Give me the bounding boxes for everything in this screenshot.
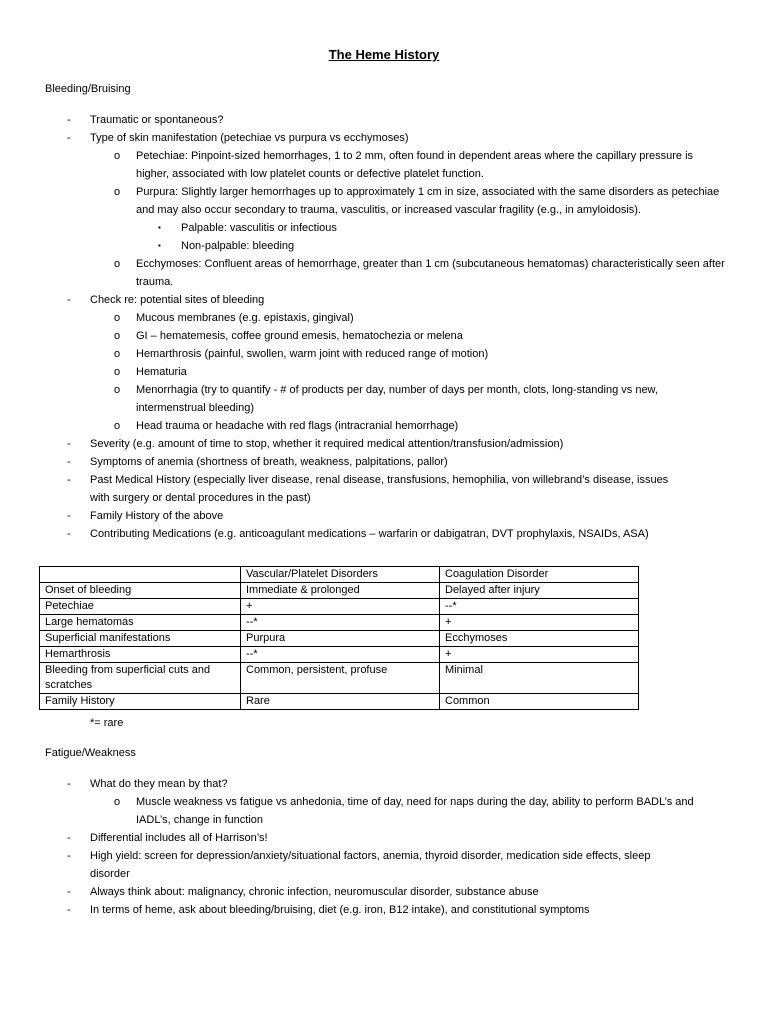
dash-bullet: - [67,132,71,144]
dash-bullet: - [67,904,71,916]
list-item-text: Petechiae: Pinpoint-sized hemorrhages, 1 to 2 mm, often found in dependent areas where the capillary pressure is higher, associated with low platelet counts or defective platelet function. [136,150,694,180]
fatigue-list [0,775,768,919]
table-header-cell [40,567,241,583]
square-bullet: ▪ [158,223,161,232]
dash-bullet: - [67,832,71,844]
list-item [0,345,768,363]
list-item [0,291,768,309]
list-item-text: Hemarthrosis (painful, swollen, warm joint with reduced range of motion) [136,348,489,360]
table-row [40,583,639,599]
bleeding-comparison-table [39,566,639,710]
bleeding-heading: Bleeding/Bruising [45,83,131,95]
list-item [0,111,768,129]
dash-bullet: - [67,528,71,540]
list-item [0,435,768,453]
list-item [0,775,768,793]
circle-bullet: o [114,330,121,342]
list-item-text: Ecchymoses: Confluent areas of hemorrhage, greater than 1 cm (subcutaneous hematomas) characteristically seen after trauma. [136,258,725,288]
list-item-text: Family History of the above [90,510,224,522]
list-item-text: Symptoms of anemia (shortness of breath, weakness, palpitations, pallor) [90,456,448,468]
list-item [0,901,768,919]
list-item-text: Purpura: Slightly larger hemorrhages up to approximately 1 cm in size, associated with the same disorders as petechiae and may also occur secondary to trauma, vasculitis, or increased vascular fragility (e.g., in amyloidosis). [136,186,720,216]
list-item-text: In terms of heme, ask about bleeding/bruising, diet (e.g. iron, B12 intake), and constitutional symptoms [90,904,590,916]
circle-bullet: o [114,384,121,396]
list-item [0,219,768,237]
circle-bullet: o [114,312,121,324]
table-row [40,631,639,647]
table-cell: Superficial manifestations [40,631,241,647]
list-item [0,453,768,471]
list-item-text: Severity (e.g. amount of time to stop, whether it required medical attention/transfusion/admission) [90,438,564,450]
table-cell: + [440,615,639,631]
table-row [40,663,639,694]
list-item-text: Past Medical History (especially liver disease, renal disease, transfusions, hemophilia, von willebrand’s disease, issues with surgery or dental procedures in the past) [90,474,669,504]
table-header-row [40,567,639,583]
list-item [0,793,768,829]
list-item [0,381,768,417]
circle-bullet: o [114,366,121,378]
table-cell: Onset of bleeding [40,583,241,599]
list-item-text: Muscle weakness vs fatigue vs anhedonia, time of day, need for naps during the day, ability to perform BADL’s and IADL’s, change in function [136,796,694,826]
list-item-text: Traumatic or spontaneous? [90,114,224,126]
list-item-text: Head trauma or headache with red flags (intracranial hemorrhage) [136,420,459,432]
list-item [0,525,768,543]
list-item [0,829,768,847]
table-cell: --* [241,647,440,663]
table-row [40,599,639,615]
table-cell: Common, persistent, profuse [241,663,440,694]
circle-bullet: o [114,420,121,432]
list-item [0,129,768,147]
list-item-text: Mucous membranes (e.g. epistaxis, gingival) [136,312,354,324]
list-item-text: Contributing Medications (e.g. anticoagulant medications – warfarin or dabigatran, DVT prophylaxis, NSAIDs, ASA) [90,528,649,540]
list-item [0,183,768,219]
list-item-text: GI – hematemesis, coffee ground emesis, hematochezia or melena [136,330,463,342]
list-item [0,309,768,327]
table-cell: Ecchymoses [440,631,639,647]
table-cell: Common [440,694,639,710]
table-cell: --* [241,615,440,631]
list-item [0,363,768,381]
dash-bullet: - [67,456,71,468]
circle-bullet: o [114,348,121,360]
table-row [40,647,639,663]
bleeding-list [0,111,768,543]
list-item-text: Always think about: malignancy, chronic infection, neuromuscular disorder, substance abuse [90,886,539,898]
table-row [40,615,639,631]
dash-bullet: - [67,850,71,862]
dash-bullet: - [67,886,71,898]
table-footnote: *= rare [90,717,124,729]
list-item-text: Type of skin manifestation (petechiae vs purpura vs ecchymoses) [90,132,409,144]
dash-bullet: - [67,438,71,450]
table-cell: Delayed after injury [440,583,639,599]
list-item [0,237,768,255]
circle-bullet: o [114,150,121,162]
list-item-text: Palpable: vasculitis or infectious [181,222,337,234]
list-item [0,471,768,507]
dash-bullet: - [67,778,71,790]
list-item-text: What do they mean by that? [90,778,228,790]
list-item-text: High yield: screen for depression/anxiety/situational factors, anemia, thyroid disorder, medication side effects, sleep disorder [90,850,651,880]
page-title: The Heme History [328,47,440,62]
table-cell: Minimal [440,663,639,694]
table-cell: + [241,599,440,615]
table-cell: Family History [40,694,241,710]
dash-bullet: - [67,114,71,126]
table-cell: Hemarthrosis [40,647,241,663]
table-cell: Purpura [241,631,440,647]
list-item [0,417,768,435]
list-item [0,847,768,883]
table-row [40,694,639,710]
dash-bullet: - [67,474,71,486]
table-header-cell: Vascular/Platelet Disorders [241,567,440,583]
list-item [0,327,768,345]
list-item-text: Hematuria [136,366,187,378]
circle-bullet: o [114,258,121,270]
list-item [0,255,768,291]
table-cell: --* [440,599,639,615]
table-cell: Rare [241,694,440,710]
table-cell: Bleeding from superficial cuts and scratches [40,663,241,694]
dash-bullet: - [67,294,71,306]
list-item [0,507,768,525]
list-item-text: Differential includes all of Harrison’s! [90,832,268,844]
table-cell: Immediate & prolonged [241,583,440,599]
table-header-cell: Coagulation Disorder [440,567,639,583]
table-cell: Petechiae [40,599,241,615]
list-item [0,147,768,183]
table-cell: Large hematomas [40,615,241,631]
square-bullet: ▪ [158,241,161,250]
circle-bullet: o [114,186,121,198]
table-cell: + [440,647,639,663]
list-item-text: Non-palpable: bleeding [181,240,295,252]
dash-bullet: - [67,510,71,522]
circle-bullet: o [114,796,121,808]
list-item-text: Menorrhagia (try to quantify - # of products per day, number of days per month, clots, long-standing vs new, intermenstrual bleeding) [136,384,658,414]
fatigue-heading: Fatigue/Weakness [45,747,136,759]
list-item [0,883,768,901]
list-item-text: Check re: potential sites of bleeding [90,294,265,306]
